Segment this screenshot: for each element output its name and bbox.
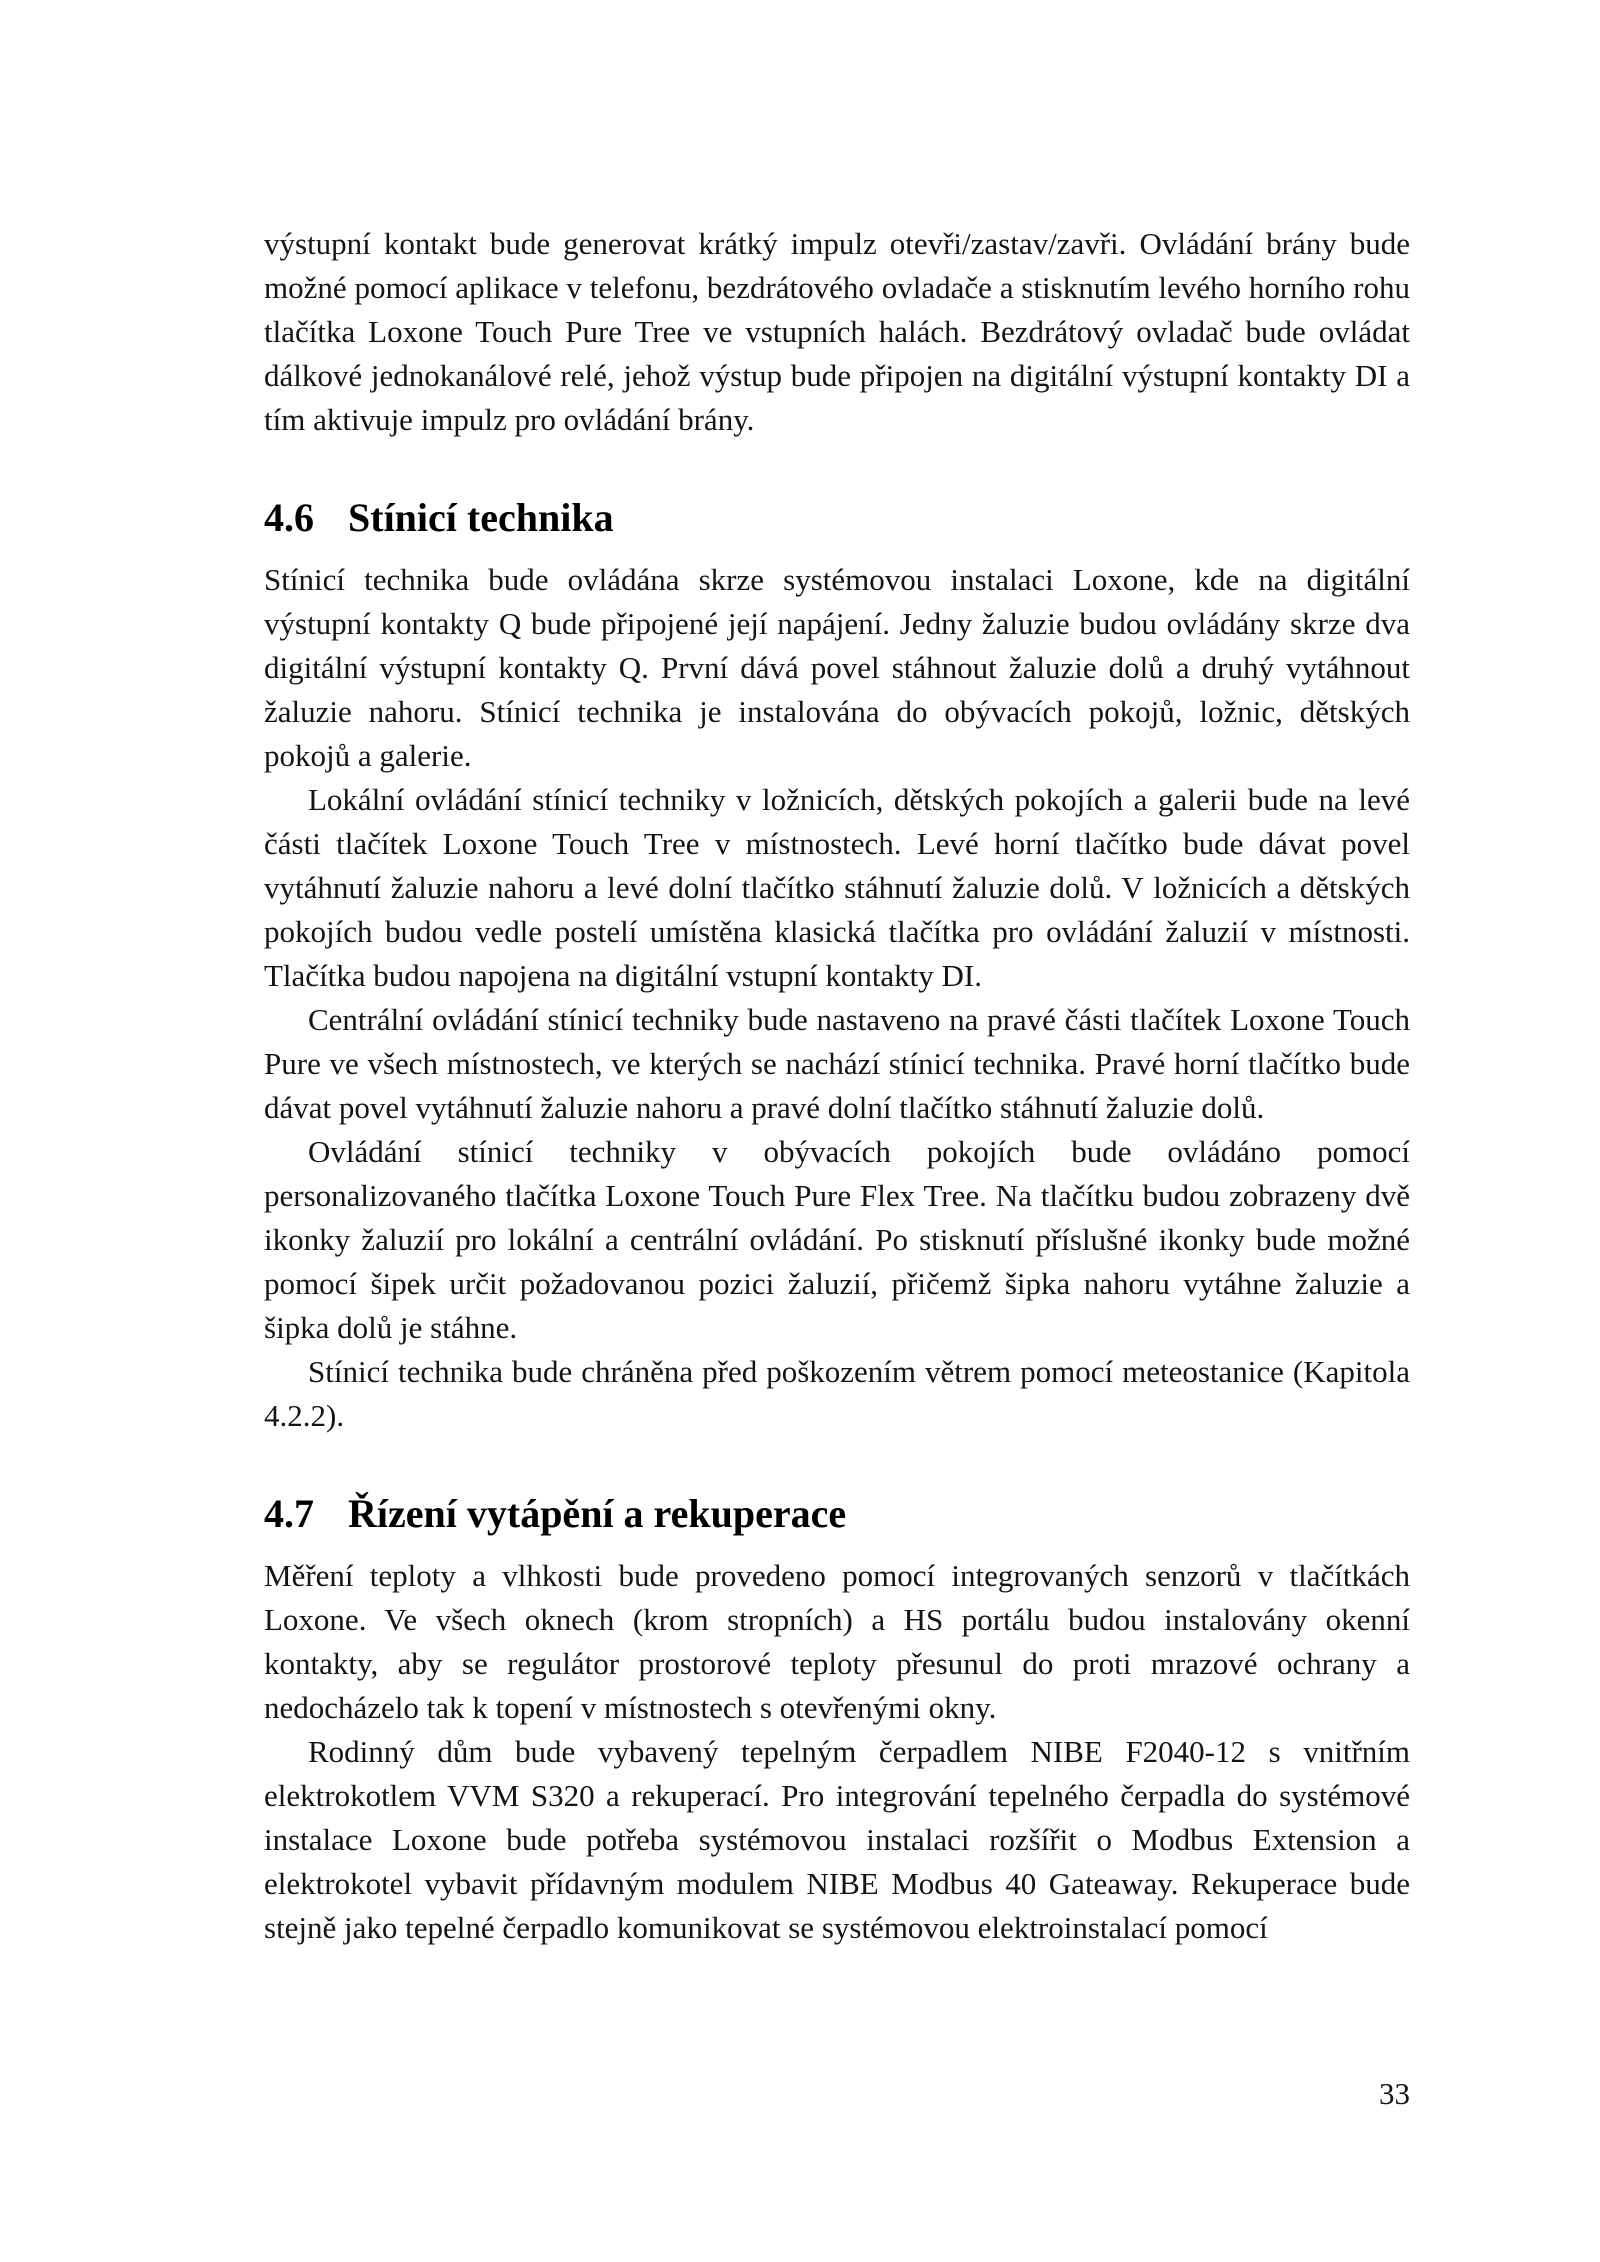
text-block [264, 222, 1410, 1950]
paragraph: Centrální ovládání stínicí techniky bude nastaveno na pravé části tlačítek Loxone Touch Pure ve všech místnostech, ve kterých se nachází stínicí technika. Pravé horní tlačítko bude dávat povel vytáhnutí žaluzie nahoru a pravé dolní tlačítko stáhnutí žaluzie dolů. [264, 1002, 1410, 1125]
paragraph: Měření teploty a vlhkosti bude provedeno pomocí integrovaných senzorů v tlačítkách Loxone. Ve všech oknech (krom stropních) a HS portálu budou instalovány okenní kontakty, aby se regulátor prostorové teploty přesunul do proti mrazové ochrany a nedocházelo tak k topení v místnostech s otevřenými okny. [264, 1558, 1410, 1725]
paragraph: Rodinný dům bude vybavený tepelným čerpadlem NIBE F2040-12 s vnitřním elektrokotlem VVM S320 a rekuperací. Pro integrování tepelného čerpadla do systémové instalace Loxone bude potřeba systémovou instalaci rozšířit o Modbus Extension a elektrokotel vybavit přídavným modulem NIBE Modbus 40 Gateaway. Rekuperace bude stejně jako tepelné čerpadlo komunikovat se systémovou elektroinstalací pomocí [264, 1734, 1410, 1945]
paragraph-continuation: výstupní kontakt bude generovat krátký impulz otevři/zastav/zavři. Ovládání brány bude možné pomocí aplikace v telefonu, bezdrátového ovladače a stisknutím levého horního rohu tlačítka Loxone Touch Pure Tree ve vstupních halách. Bezdrátový ovladač bude ovládat dálkové jednokanálové relé, jehož výstup bude připojen na digitální výstupní kontakty DI a tím aktivuje impulz pro ovládání brány. [264, 226, 1410, 437]
section-heading-4-7 [264, 1488, 1410, 1540]
section-heading-4-6 [264, 492, 1410, 544]
section-number: 4.6 [264, 495, 314, 540]
page-number: 33 [1379, 2076, 1410, 2111]
paragraph: Ovládání stínicí techniky v obývacích pokojích bude ovládáno pomocí personalizovaného tlačítka Loxone Touch Pure Flex Tree. Na tlačítku budou zobrazeny dvě ikonky žaluzií pro lokální a centrální ovládání. Po stisknutí příslušné ikonky bude možné pomocí šipek určit požadovanou pozici žaluzií, přičemž šipka nahoru vytáhne žaluzie a šipka dolů je stáhne. [264, 1134, 1410, 1345]
section-title: Stínicí technika [348, 495, 614, 540]
section-number: 4.7 [264, 1491, 314, 1536]
paragraph: Lokální ovládání stínicí techniky v ložnicích, dětských pokojích a galerii bude na levé části tlačítek Loxone Touch Tree v místnostech. Levé horní tlačítko bude dávat povel vytáhnutí žaluzie nahoru a levé dolní tlačítko stáhnutí žaluzie dolů. V ložnicích a dětských pokojích budou vedle postelí umístěna klasická tlačítka pro ovládání žaluzií v místnosti. Tlačítka budou napojena na digitální vstupní kontakty DI. [264, 782, 1410, 993]
section-title: Řízení vytápění a rekuperace [348, 1491, 847, 1536]
paragraph: Stínicí technika bude chráněna před poškozením větrem pomocí meteostanice (Kapitola 4.2.2). [264, 1354, 1410, 1433]
paragraph: Stínicí technika bude ovládána skrze systémovou instalaci Loxone, kde na digitální výstupní kontakty Q bude připojené její napájení. Jedny žaluzie budou ovládány skrze dva digitální výstupní kontakty Q. První dává povel stáhnout žaluzie dolů a druhý vytáhnout žaluzie nahoru. Stínicí technika je instalována do obývacích pokojů, ložnic, dětských pokojů a galerie. [264, 562, 1410, 773]
